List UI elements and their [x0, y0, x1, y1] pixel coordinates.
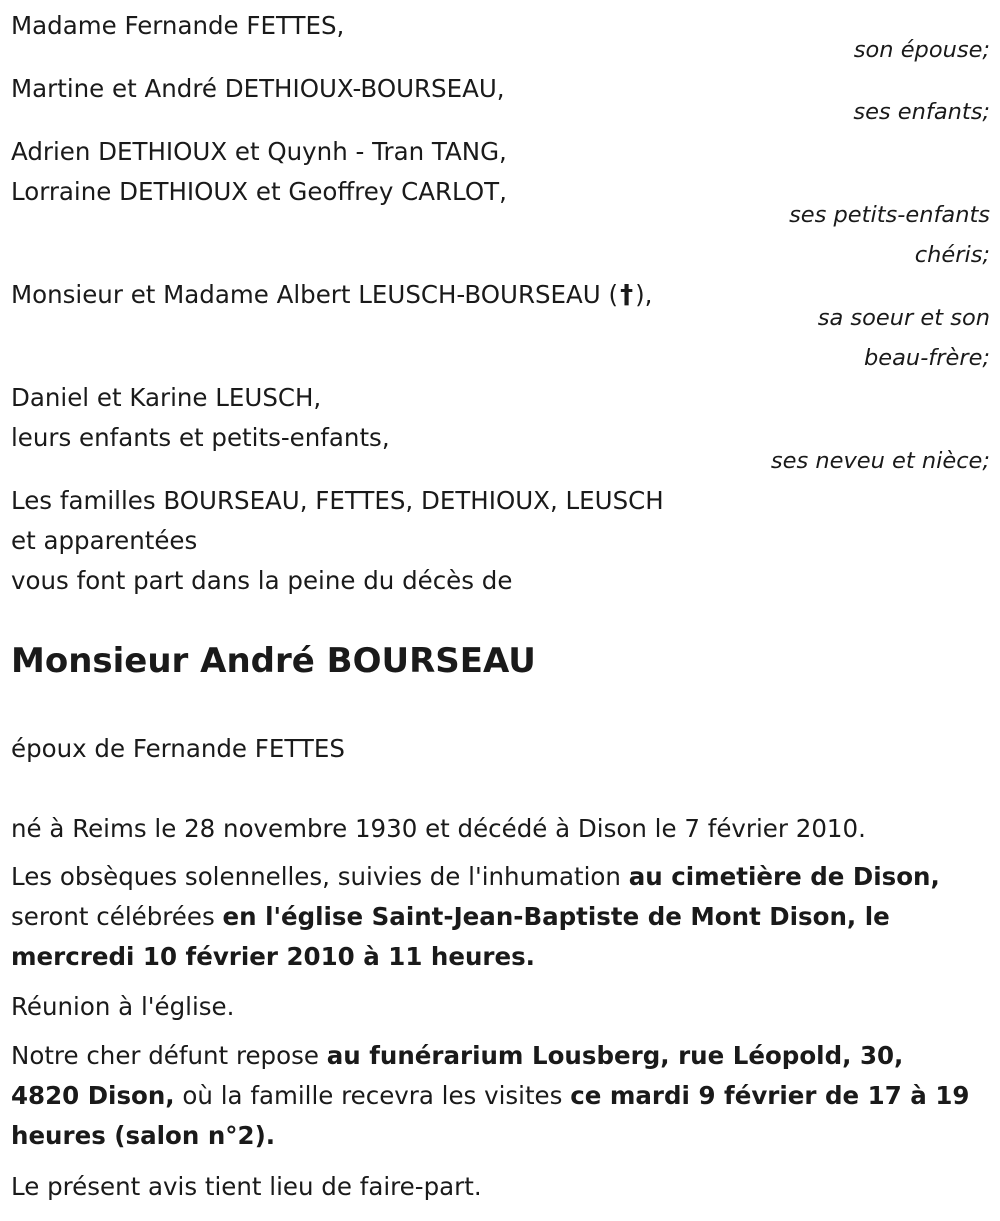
family-line: Daniel et Karine LEUSCH,: [11, 383, 322, 412]
repose-text: où la famille recevra les visites: [174, 1081, 571, 1110]
relation-label: ses neveu et nièce;: [770, 448, 990, 474]
family-line-text: Monsieur et Madame Albert LEUSCH-BOURSEAU (: [11, 280, 619, 309]
relation-label: son épouse;: [853, 37, 990, 63]
repose-line: [11, 1116, 275, 1156]
family-line: Adrien DETHIOUX et Quynh - Tran TANG,: [11, 137, 507, 166]
birth-death-line: né à Reims le 28 novembre 1930 et décédé à Dison le 7 février 2010.: [11, 814, 866, 843]
family-line: Les familles BOURSEAU, FETTES, DETHIOUX, LEUSCH: [11, 486, 664, 515]
relation-label: chéris;: [914, 242, 990, 268]
repose-address: au funérarium Lousberg, rue Léopold, 30,: [326, 1041, 904, 1070]
family-line: Lorraine DETHIOUX et Geoffrey CARLOT,: [11, 177, 507, 206]
visit-hours: heures (salon n°2).: [11, 1121, 276, 1150]
visit-date: ce mardi 9 février de 17 à 19: [570, 1081, 970, 1110]
family-line: [11, 275, 652, 315]
family-line: Martine et André DETHIOUX-BOURSEAU,: [11, 74, 505, 103]
closing-line: Le présent avis tient lieu de faire-part.: [11, 1172, 482, 1201]
family-line: et apparentées: [11, 526, 198, 555]
family-line: vous font part dans la peine du décès de: [11, 566, 513, 595]
cross-icon: †: [620, 280, 634, 310]
funeral-line: [11, 937, 535, 977]
funeral-date: mercredi 10 février 2010 à 11 heures.: [11, 942, 535, 971]
funeral-text: seront célébrées: [11, 902, 223, 931]
funeral-line: [11, 857, 940, 897]
spouse-line: époux de Fernande FETTES: [11, 734, 345, 763]
family-line-text: ),: [635, 280, 653, 309]
funeral-place: au cimetière de Dison,: [628, 862, 940, 891]
funeral-church: en l'église Saint-Jean-Baptiste de Mont Dison, le: [222, 902, 890, 931]
relation-label: ses petits-enfants: [789, 202, 990, 228]
relation-label: ses enfants;: [853, 99, 990, 125]
repose-line: [11, 1076, 969, 1116]
repose-line: [11, 1036, 903, 1076]
repose-city: 4820 Dison,: [11, 1081, 175, 1110]
deceased-name: Monsieur André BOURSEAU: [11, 641, 536, 681]
family-line: Madame Fernande FETTES,: [11, 11, 345, 40]
family-line: leurs enfants et petits-enfants,: [11, 423, 390, 452]
relation-label: sa soeur et son: [817, 305, 990, 331]
reunion-line: Réunion à l'église.: [11, 992, 235, 1021]
relation-label: beau-frère;: [864, 345, 990, 371]
funeral-line: [11, 897, 890, 937]
funeral-text: Les obsèques solennelles, suivies de l'inhumation: [11, 862, 629, 891]
repose-text: Notre cher défunt repose: [11, 1041, 327, 1070]
